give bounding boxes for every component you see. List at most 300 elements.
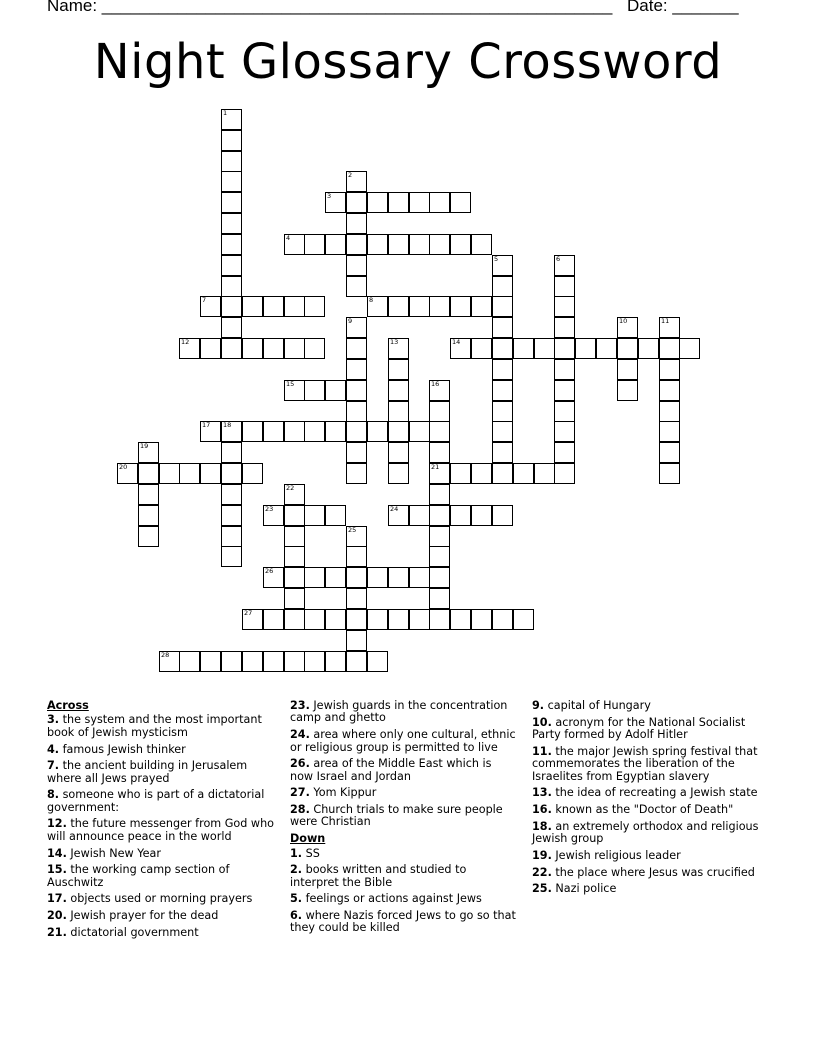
clue-item — [290, 848, 518, 860]
grid-cell[interactable] — [346, 588, 367, 609]
grid-cell[interactable] — [534, 463, 555, 484]
grid-cell[interactable] — [554, 421, 575, 442]
grid-cell[interactable] — [346, 401, 367, 422]
clue-text: the system and the most important book of Jewish mysticism — [47, 713, 262, 739]
grid-cell[interactable] — [388, 505, 409, 526]
clue-number: 5. — [290, 892, 303, 906]
down-clue-list-continued — [532, 700, 764, 896]
grid-cell[interactable] — [617, 380, 638, 401]
grid-cell[interactable] — [409, 234, 430, 255]
grid-cell[interactable] — [304, 338, 325, 359]
grid-cell[interactable] — [179, 338, 200, 359]
clue-text: known as the "Doctor of Death" — [551, 803, 734, 817]
clue-text: the ancient building in Jerusalem where all Jews prayed — [47, 759, 248, 785]
clue-text: SS — [302, 846, 320, 860]
clue-number: 15 — [286, 380, 295, 388]
grid-cell[interactable] — [242, 463, 263, 484]
clue-number: 14. — [47, 846, 67, 860]
grid-cell[interactable] — [492, 296, 513, 317]
grid-cell[interactable] — [284, 505, 305, 526]
grid-cell[interactable] — [221, 546, 242, 567]
grid-cell[interactable] — [659, 421, 680, 442]
grid-cell[interactable] — [388, 338, 409, 359]
grid-cell[interactable] — [617, 338, 638, 359]
clue-number: 25. — [532, 882, 552, 896]
grid-cell[interactable] — [325, 567, 346, 588]
grid-cell[interactable] — [409, 609, 430, 630]
grid-cell[interactable] — [429, 526, 450, 547]
clue-item — [532, 700, 764, 712]
grid-cell[interactable] — [263, 338, 284, 359]
clue-item — [290, 758, 518, 783]
grid-cell[interactable] — [221, 234, 242, 255]
grid-cell[interactable] — [429, 442, 450, 463]
grid-cell[interactable] — [388, 296, 409, 317]
clue-number: 17 — [202, 421, 211, 429]
grid-cell[interactable] — [284, 421, 305, 442]
grid-cell[interactable] — [388, 401, 409, 422]
grid-cell[interactable] — [471, 609, 492, 630]
grid-cell[interactable] — [284, 651, 305, 672]
grid-cell[interactable] — [367, 567, 388, 588]
grid-cell[interactable] — [554, 276, 575, 297]
grid-cell[interactable] — [221, 151, 242, 172]
clue-number: 10 — [619, 317, 628, 325]
clue-number: 19 — [140, 442, 149, 450]
grid-cell[interactable] — [367, 421, 388, 442]
grid-cell[interactable] — [429, 463, 450, 484]
grid-cell[interactable] — [471, 296, 492, 317]
clue-number: 27. — [290, 786, 310, 800]
grid-cell[interactable] — [346, 651, 367, 672]
clue-number: 1 — [223, 109, 228, 117]
clue-text: the future messenger from God who will announce peace in the world — [47, 817, 274, 843]
grid-cell[interactable] — [492, 255, 513, 276]
grid-cell[interactable] — [554, 359, 575, 380]
clue-item — [47, 864, 275, 889]
clue-number: 28. — [290, 803, 310, 817]
clue-text: dictatorial government — [66, 925, 199, 939]
grid-cell[interactable] — [346, 567, 367, 588]
grid-cell[interactable] — [200, 338, 221, 359]
grid-cell[interactable] — [221, 130, 242, 151]
clue-number: 14 — [452, 338, 461, 346]
grid-cell[interactable] — [429, 234, 450, 255]
grid-cell[interactable] — [263, 421, 284, 442]
grid-cell[interactable] — [492, 609, 513, 630]
grid-cell[interactable] — [471, 338, 492, 359]
grid-cell[interactable] — [346, 630, 367, 651]
grid-cell[interactable] — [429, 296, 450, 317]
grid-cell[interactable] — [159, 463, 180, 484]
clue-number: 3 — [327, 192, 332, 200]
grid-cell[interactable] — [346, 442, 367, 463]
grid-cell[interactable] — [575, 338, 596, 359]
clue-text: where Nazis forced Jews to go so that they could be killed — [290, 909, 516, 935]
clue-item — [47, 760, 275, 785]
clue-item — [532, 787, 764, 799]
clues-column-3 — [532, 700, 764, 900]
grid-cell[interactable] — [284, 338, 305, 359]
clue-text: an extremely orthodox and religious Jewish group — [532, 819, 759, 846]
grid-cell[interactable] — [388, 234, 409, 255]
clue-number: 7 — [202, 296, 207, 304]
clue-number: 16 — [431, 380, 440, 388]
clue-item — [290, 864, 518, 889]
grid-cell[interactable] — [471, 234, 492, 255]
grid-cell[interactable] — [429, 421, 450, 442]
grid-cell[interactable] — [221, 651, 242, 672]
grid-cell[interactable] — [554, 255, 575, 276]
grid-cell[interactable] — [554, 338, 575, 359]
grid-cell[interactable] — [304, 296, 325, 317]
grid-cell[interactable] — [346, 171, 367, 192]
across-clue-list-continued — [290, 700, 518, 829]
grid-cell[interactable] — [200, 421, 221, 442]
clue-item — [532, 883, 764, 895]
clue-text: the working camp section of Auschwitz — [47, 863, 230, 889]
grid-cell[interactable] — [346, 463, 367, 484]
clues-column-2 — [290, 700, 518, 939]
clue-number: 15. — [47, 863, 67, 877]
grid-cell[interactable] — [304, 421, 325, 442]
clue-item — [290, 910, 518, 935]
grid-cell[interactable] — [492, 317, 513, 338]
clue-number: 11 — [661, 317, 670, 325]
clue-text: Jewish religious leader — [551, 848, 681, 862]
grid-cell[interactable] — [221, 421, 242, 442]
grid-cell[interactable] — [221, 171, 242, 192]
grid-cell[interactable] — [596, 338, 617, 359]
grid-cell[interactable] — [221, 338, 242, 359]
clue-number: 13 — [390, 338, 399, 346]
clue-number: 18 — [223, 421, 232, 429]
clue-text: the major Jewish spring festival that commemorates the liberation of the Israelites from Egyptian slavery — [532, 744, 758, 783]
grid-cell[interactable] — [325, 192, 346, 213]
clue-number: 1. — [290, 846, 303, 860]
grid-cell[interactable] — [284, 296, 305, 317]
grid-cell[interactable] — [367, 234, 388, 255]
name-field-label: Name: ______________________________________________________ — [47, 0, 613, 15]
clue-item — [290, 700, 518, 725]
grid-cell[interactable] — [221, 276, 242, 297]
grid-cell[interactable] — [388, 421, 409, 442]
grid-cell[interactable] — [513, 338, 534, 359]
grid-cell[interactable] — [450, 296, 471, 317]
clue-number: 9 — [348, 317, 353, 325]
grid-cell[interactable] — [346, 380, 367, 401]
grid-cell[interactable] — [409, 567, 430, 588]
grid-cell[interactable] — [325, 609, 346, 630]
grid-cell[interactable] — [221, 505, 242, 526]
clue-text: Yom Kippur — [309, 786, 377, 800]
grid-cell[interactable] — [554, 317, 575, 338]
grid-cell[interactable] — [492, 463, 513, 484]
grid-cell[interactable] — [388, 442, 409, 463]
grid-cell[interactable] — [409, 421, 430, 442]
grid-cell[interactable] — [242, 421, 263, 442]
grid-cell[interactable] — [492, 380, 513, 401]
clue-number: 24 — [390, 505, 399, 513]
grid-cell[interactable] — [325, 380, 346, 401]
clue-number: 26. — [290, 757, 310, 771]
clue-text: Nazi police — [551, 882, 617, 896]
grid-cell[interactable] — [138, 526, 159, 547]
clue-item — [532, 850, 764, 862]
clue-number: 16. — [532, 803, 552, 817]
grid-cell[interactable] — [284, 546, 305, 567]
grid-cell[interactable] — [388, 567, 409, 588]
grid-cell[interactable] — [263, 651, 284, 672]
clue-text: books written and studied to interpret the Bible — [290, 863, 467, 889]
grid-cell[interactable] — [284, 484, 305, 505]
grid-cell[interactable] — [388, 359, 409, 380]
grid-cell[interactable] — [346, 526, 367, 547]
grid-cell[interactable] — [284, 526, 305, 547]
grid-cell[interactable] — [429, 401, 450, 422]
grid-cell[interactable] — [388, 192, 409, 213]
date-field-label: Date: _______ — [627, 0, 739, 15]
clue-item — [47, 744, 275, 756]
clue-item — [47, 893, 275, 905]
grid-cell[interactable] — [367, 651, 388, 672]
grid-cell[interactable] — [513, 463, 534, 484]
grid-cell[interactable] — [346, 546, 367, 567]
clue-number: 17. — [47, 892, 67, 906]
grid-cell[interactable] — [659, 401, 680, 422]
grid-cell[interactable] — [263, 505, 284, 526]
grid-cell[interactable] — [554, 380, 575, 401]
grid-cell[interactable] — [325, 234, 346, 255]
grid-cell[interactable] — [346, 276, 367, 297]
grid-cell[interactable] — [346, 255, 367, 276]
clue-item — [47, 848, 275, 860]
grid-cell[interactable] — [471, 505, 492, 526]
grid-cell[interactable] — [388, 463, 409, 484]
grid-cell[interactable] — [388, 380, 409, 401]
down-heading: Down — [290, 832, 326, 846]
grid-cell[interactable] — [221, 213, 242, 234]
down-clue-list — [290, 848, 518, 935]
clue-number: 3. — [47, 713, 60, 727]
clue-number: 24. — [290, 728, 310, 742]
grid-cell[interactable] — [179, 463, 200, 484]
clue-item — [532, 804, 764, 816]
grid-cell[interactable] — [304, 234, 325, 255]
grid-cell[interactable] — [492, 359, 513, 380]
grid-cell[interactable] — [200, 651, 221, 672]
grid-cell[interactable] — [429, 609, 450, 630]
clue-item — [47, 714, 275, 739]
clue-text: area where only one cultural, ethnic or religious group is permitted to live — [290, 728, 516, 754]
grid-cell[interactable] — [221, 109, 242, 130]
grid-cell[interactable] — [284, 609, 305, 630]
clue-item — [47, 910, 275, 922]
clue-number: 12 — [181, 338, 190, 346]
grid-cell[interactable] — [346, 213, 367, 234]
grid-cell[interactable] — [450, 609, 471, 630]
grid-cell[interactable] — [221, 442, 242, 463]
grid-cell[interactable] — [138, 484, 159, 505]
clue-number: 6 — [556, 255, 561, 263]
clue-number: 6. — [290, 909, 303, 923]
grid-cell[interactable] — [284, 567, 305, 588]
grid-cell[interactable] — [159, 651, 180, 672]
clue-number: 26 — [265, 567, 274, 575]
grid-cell[interactable] — [284, 234, 305, 255]
clue-text: someone who is part of a dictatorial government: — [47, 788, 265, 814]
grid-cell[interactable] — [450, 505, 471, 526]
grid-cell[interactable] — [409, 296, 430, 317]
clue-item — [532, 867, 764, 879]
grid-cell[interactable] — [659, 380, 680, 401]
grid-cell[interactable] — [221, 526, 242, 547]
grid-cell[interactable] — [450, 338, 471, 359]
grid-cell[interactable] — [492, 276, 513, 297]
clue-number: 21. — [47, 925, 67, 939]
clue-number: 23. — [290, 699, 310, 712]
clue-number: 27 — [244, 609, 253, 617]
grid-cell[interactable] — [617, 317, 638, 338]
grid-cell[interactable] — [263, 609, 284, 630]
grid-cell[interactable] — [242, 609, 263, 630]
grid-cell[interactable] — [221, 463, 242, 484]
clue-number: 2 — [348, 171, 353, 179]
grid-cell[interactable] — [284, 380, 305, 401]
grid-cell[interactable] — [221, 317, 242, 338]
clue-number: 8 — [369, 296, 374, 304]
grid-cell[interactable] — [429, 588, 450, 609]
grid-cell[interactable] — [346, 609, 367, 630]
grid-cell[interactable] — [346, 359, 367, 380]
grid-cell[interactable] — [138, 463, 159, 484]
grid-cell[interactable] — [513, 609, 534, 630]
grid-cell[interactable] — [221, 296, 242, 317]
grid-cell[interactable] — [554, 463, 575, 484]
grid-cell[interactable] — [221, 192, 242, 213]
grid-cell[interactable] — [554, 442, 575, 463]
grid-cell[interactable] — [346, 317, 367, 338]
clue-number: 20 — [119, 463, 128, 471]
grid-cell[interactable] — [492, 401, 513, 422]
clue-item — [532, 717, 764, 742]
grid-cell[interactable] — [367, 296, 388, 317]
grid-cell[interactable] — [409, 505, 430, 526]
grid-cell[interactable] — [429, 484, 450, 505]
grid-cell[interactable] — [679, 338, 700, 359]
grid-cell[interactable] — [429, 546, 450, 567]
grid-cell[interactable] — [200, 296, 221, 317]
grid-cell[interactable] — [638, 338, 659, 359]
grid-cell[interactable] — [221, 255, 242, 276]
grid-cell[interactable] — [617, 359, 638, 380]
grid-cell[interactable] — [450, 463, 471, 484]
clue-number: 8. — [47, 788, 60, 802]
grid-cell[interactable] — [304, 609, 325, 630]
grid-cell[interactable] — [429, 567, 450, 588]
grid-cell[interactable] — [367, 192, 388, 213]
grid-cell[interactable] — [263, 296, 284, 317]
clue-text: capital of Hungary — [544, 699, 651, 712]
clue-item — [290, 729, 518, 754]
clue-text: area of the Middle East which is now Israel and Jordan — [290, 757, 492, 783]
grid-cell[interactable] — [346, 234, 367, 255]
grid-cell[interactable] — [534, 338, 555, 359]
grid-cell[interactable] — [429, 505, 450, 526]
grid-cell[interactable] — [492, 421, 513, 442]
grid-cell[interactable] — [659, 359, 680, 380]
clue-text: Jewish New Year — [66, 846, 161, 860]
grid-cell[interactable] — [263, 567, 284, 588]
clue-number: 19. — [532, 848, 552, 862]
clues-column-1 — [47, 700, 275, 943]
clue-item — [290, 787, 518, 799]
grid-cell[interactable] — [554, 296, 575, 317]
grid-cell[interactable] — [117, 463, 138, 484]
grid-cell[interactable] — [242, 338, 263, 359]
grid-cell[interactable] — [138, 442, 159, 463]
grid-cell[interactable] — [138, 505, 159, 526]
grid-cell[interactable] — [659, 442, 680, 463]
grid-cell[interactable] — [450, 234, 471, 255]
clue-number: 5 — [494, 255, 499, 263]
grid-cell[interactable] — [492, 505, 513, 526]
grid-cell[interactable] — [554, 401, 575, 422]
grid-cell[interactable] — [659, 317, 680, 338]
clue-number: 22. — [532, 865, 552, 879]
clue-item — [47, 927, 275, 939]
grid-cell[interactable] — [284, 588, 305, 609]
clue-number: 20. — [47, 909, 67, 923]
grid-cell[interactable] — [200, 463, 221, 484]
clue-number: 21 — [431, 463, 440, 471]
grid-cell[interactable] — [659, 338, 680, 359]
grid-cell[interactable] — [346, 421, 367, 442]
grid-cell[interactable] — [367, 609, 388, 630]
grid-cell[interactable] — [659, 463, 680, 484]
clue-number: 4 — [286, 234, 291, 242]
grid-cell[interactable] — [304, 505, 325, 526]
grid-cell[interactable] — [325, 651, 346, 672]
grid-cell[interactable] — [179, 651, 200, 672]
grid-cell[interactable] — [221, 484, 242, 505]
grid-cell[interactable] — [429, 192, 450, 213]
grid-cell[interactable] — [304, 567, 325, 588]
clue-number: 23 — [265, 505, 274, 513]
grid-cell[interactable] — [409, 192, 430, 213]
across-clue-list — [47, 714, 275, 939]
grid-cell[interactable] — [471, 463, 492, 484]
grid-cell[interactable] — [325, 505, 346, 526]
clue-text: feelings or actions against Jews — [302, 892, 482, 906]
grid-cell[interactable] — [450, 192, 471, 213]
grid-cell[interactable] — [304, 651, 325, 672]
grid-cell[interactable] — [242, 296, 263, 317]
grid-cell[interactable] — [388, 609, 409, 630]
clue-text: acronym for the National Socialist Party formed by Adolf Hitler — [532, 715, 746, 742]
grid-cell[interactable] — [346, 338, 367, 359]
grid-cell[interactable] — [346, 192, 367, 213]
grid-cell[interactable] — [492, 338, 513, 359]
grid-cell[interactable] — [492, 442, 513, 463]
grid-cell[interactable] — [304, 380, 325, 401]
grid-cell[interactable] — [325, 421, 346, 442]
grid-cell[interactable] — [242, 651, 263, 672]
grid-cell[interactable] — [429, 380, 450, 401]
clue-number: 9. — [532, 699, 545, 712]
clue-number: 7. — [47, 759, 60, 773]
clue-number: 10. — [532, 715, 552, 729]
